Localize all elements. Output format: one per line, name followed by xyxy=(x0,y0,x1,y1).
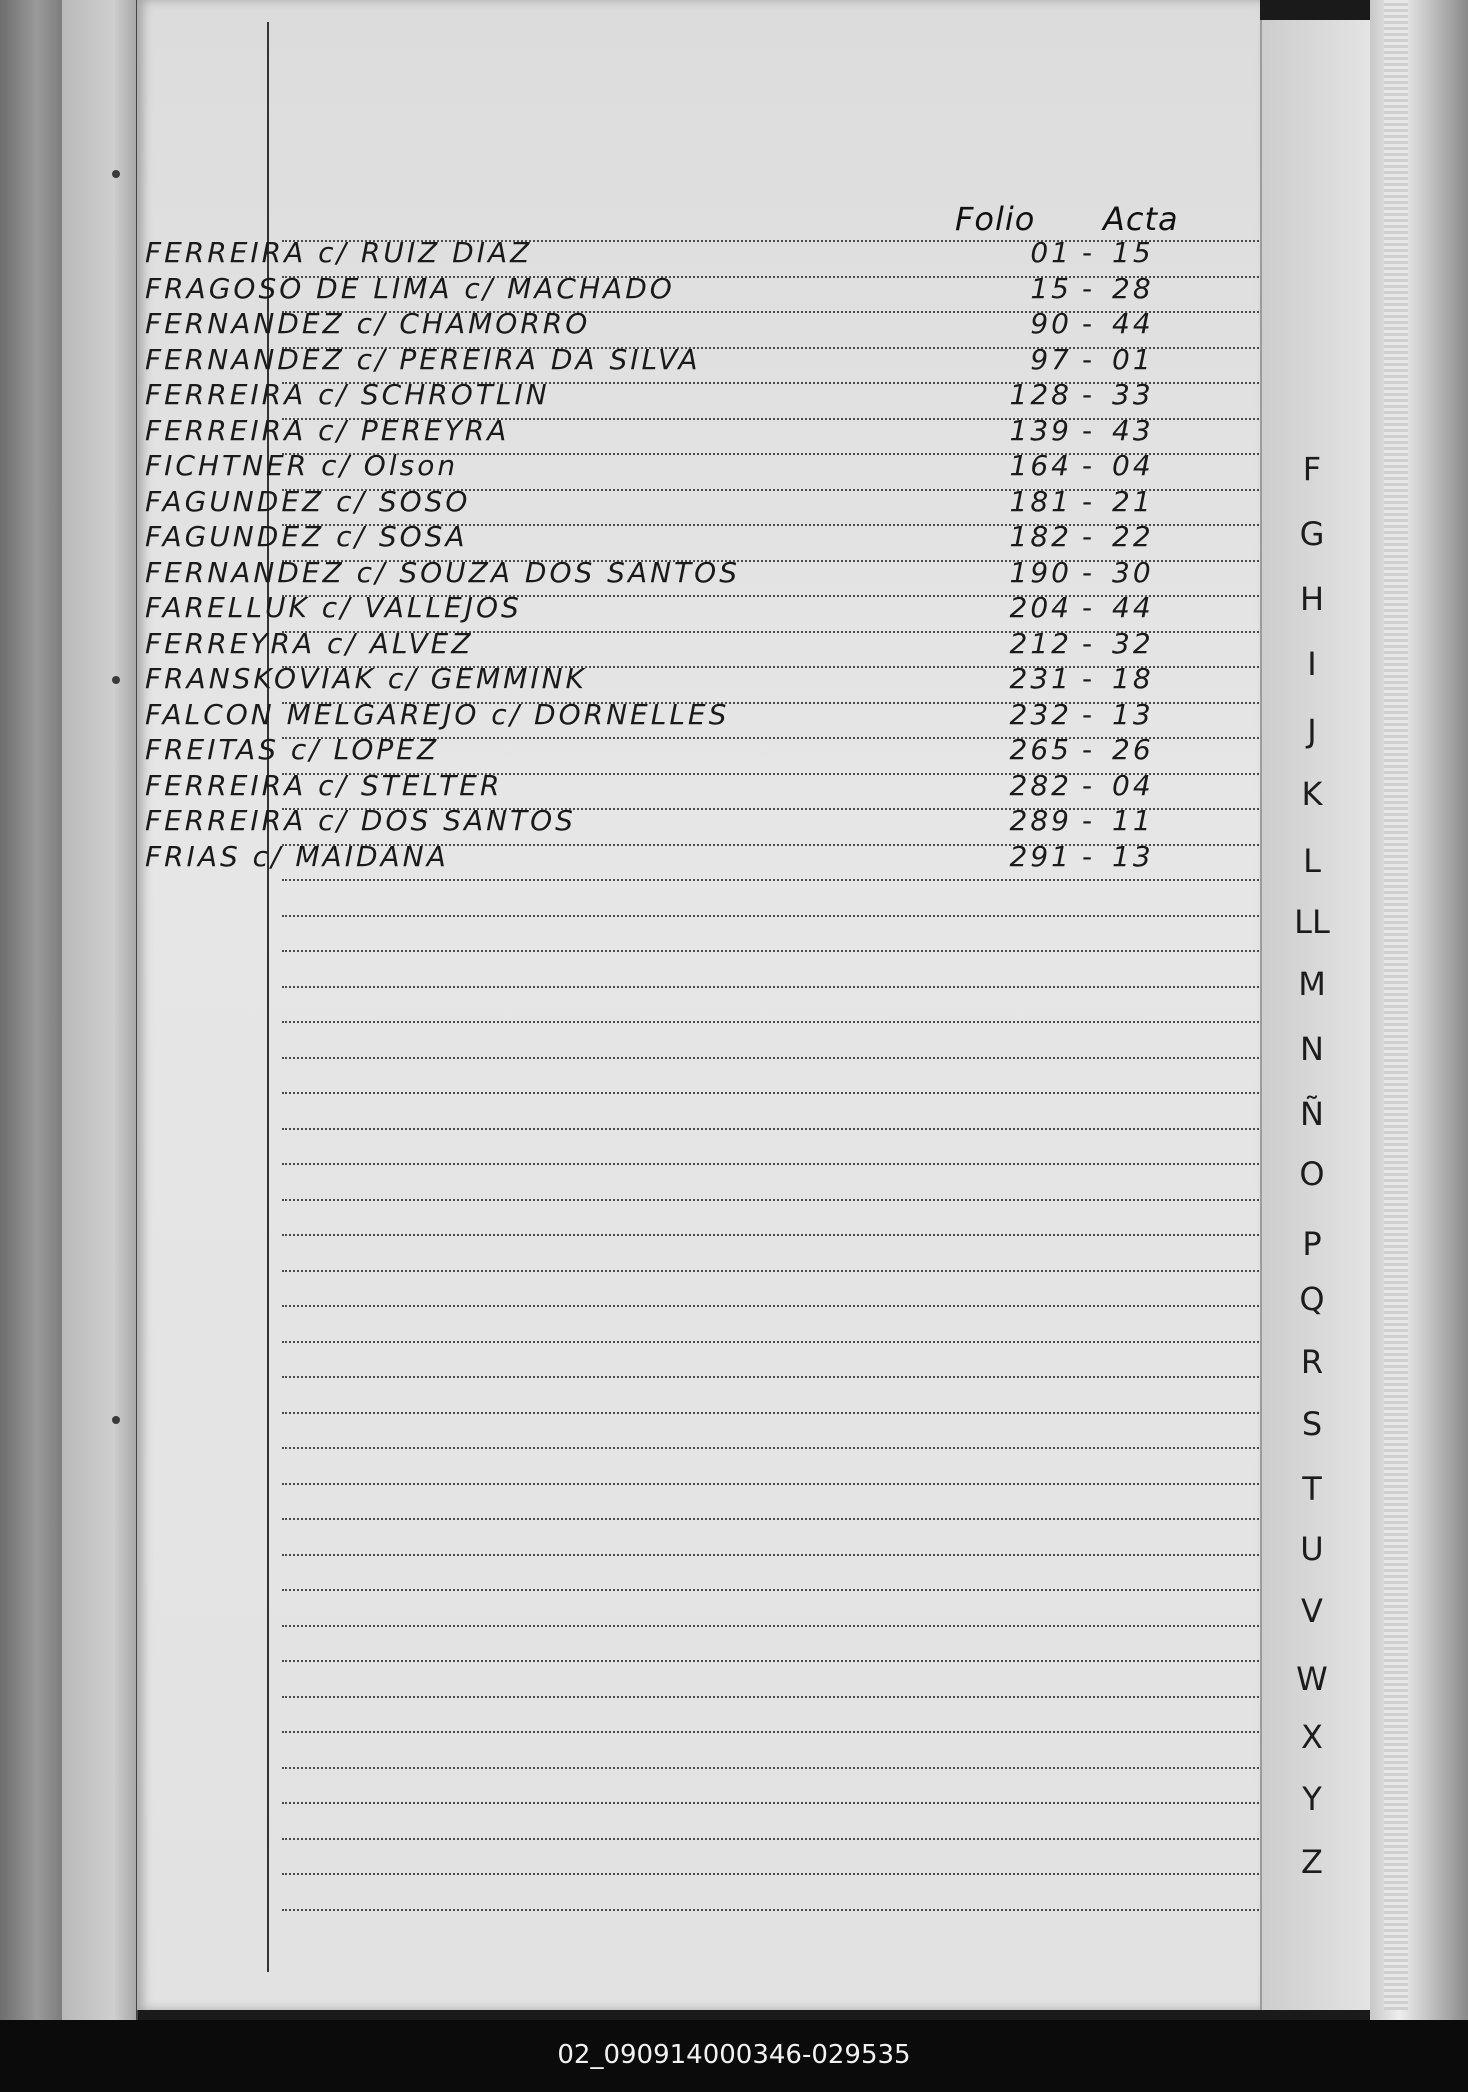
entry-name: FAGUNDEZ c/ SOSO xyxy=(145,484,471,518)
entry-acta: 22 xyxy=(1112,520,1154,553)
entry-acta: 33 xyxy=(1112,378,1154,411)
ruled-line xyxy=(282,1376,1395,1378)
entry-folio: 182 xyxy=(1009,520,1072,553)
ruled-line xyxy=(282,1163,1395,1165)
entry-folio: 128 xyxy=(1009,378,1072,411)
entry-separator: - xyxy=(1082,591,1093,624)
left-cover-board xyxy=(0,0,62,2020)
entry-row xyxy=(137,520,1260,556)
entry-acta: 44 xyxy=(1112,591,1154,624)
entry-name: FERNANDEZ c/ PEREIRA DA SILVA xyxy=(145,342,701,376)
entry-row xyxy=(137,556,1260,592)
entry-name: FERREIRA c/ STELTER xyxy=(145,768,503,802)
binding-hole xyxy=(112,1416,120,1424)
entry-folio: 15 xyxy=(1030,271,1072,305)
entry-folio: 181 xyxy=(1009,484,1072,518)
entry-acta: 13 xyxy=(1112,839,1154,873)
ruled-line xyxy=(282,1909,1395,1911)
index-tab-5[interactable]: J xyxy=(1307,712,1317,750)
ruled-line xyxy=(282,1021,1395,1023)
entry-separator: - xyxy=(1082,342,1093,376)
ruled-line xyxy=(282,1554,1395,1556)
ruled-line xyxy=(282,1234,1395,1236)
ruled-line xyxy=(282,950,1395,952)
entry-name: FERREIRA c/ DOS SANTOS xyxy=(145,804,576,837)
entry-folio: 232 xyxy=(1009,697,1072,731)
index-tab-11[interactable]: Ñ xyxy=(1300,1095,1324,1133)
entry-name: FALCON MELGAREJO c/ DORNELLES xyxy=(145,697,730,731)
ruled-line xyxy=(282,1873,1395,1875)
ruled-line xyxy=(282,1696,1395,1698)
entry-folio: 190 xyxy=(1009,555,1072,589)
entry-row xyxy=(137,662,1260,698)
index-tab-12[interactable]: O xyxy=(1299,1155,1325,1193)
index-tab-9[interactable]: M xyxy=(1298,965,1326,1003)
index-tab-4[interactable]: I xyxy=(1307,645,1317,683)
entry-separator: - xyxy=(1082,307,1093,340)
entry-name: FARELLUK c/ VALLEJOS xyxy=(145,591,522,624)
entry-separator: - xyxy=(1082,520,1093,553)
entry-acta: 11 xyxy=(1112,804,1154,837)
ruled-line xyxy=(282,1270,1395,1272)
image-caption: 02_090914000346-029535 xyxy=(557,2040,911,2070)
entry-name: FERREIRA c/ RUIZ DIAZ xyxy=(145,236,533,269)
entry-row xyxy=(137,627,1260,663)
index-tab-2[interactable]: G xyxy=(1299,515,1325,553)
ruled-line xyxy=(282,879,1395,881)
index-tab-20[interactable]: W xyxy=(1296,1660,1328,1698)
entry-folio: 204 xyxy=(1009,591,1072,624)
ruled-line xyxy=(282,915,1395,917)
ruled-line xyxy=(282,986,1395,988)
ruled-line xyxy=(282,1057,1395,1059)
index-tab-23[interactable]: Z xyxy=(1301,1843,1323,1881)
entry-folio: 291 xyxy=(1009,839,1072,873)
entry-acta: 13 xyxy=(1112,697,1154,731)
entry-acta: 43 xyxy=(1112,413,1154,447)
entry-folio: 289 xyxy=(1009,804,1072,837)
entry-row xyxy=(137,449,1260,485)
index-tab-3[interactable]: H xyxy=(1299,580,1325,618)
ruled-line xyxy=(282,1731,1395,1733)
entry-folio: 164 xyxy=(1009,449,1072,482)
entry-separator: - xyxy=(1082,449,1093,482)
ruled-line xyxy=(282,1660,1395,1662)
entry-folio: 139 xyxy=(1009,413,1072,447)
entry-row xyxy=(137,272,1260,308)
entry-row xyxy=(137,307,1260,343)
entry-row xyxy=(137,414,1260,450)
binding-hole xyxy=(112,170,120,178)
ruled-line xyxy=(282,1483,1395,1485)
entry-folio: 97 xyxy=(1030,342,1072,376)
entry-acta: 26 xyxy=(1112,733,1154,766)
ruled-line xyxy=(282,1802,1395,1804)
entry-acta: 21 xyxy=(1112,484,1154,518)
entry-name: FERNANDEZ c/ SOUZA DOS SANTOS xyxy=(145,555,740,589)
entry-acta: 18 xyxy=(1112,662,1154,695)
entry-separator: - xyxy=(1082,271,1093,305)
entry-row xyxy=(137,733,1260,769)
entry-folio: 282 xyxy=(1009,768,1072,802)
index-tab-17[interactable]: T xyxy=(1302,1470,1322,1508)
entry-acta: 30 xyxy=(1112,555,1154,589)
entry-acta: 15 xyxy=(1112,236,1154,269)
index-tab-15[interactable]: R xyxy=(1300,1343,1324,1381)
binding-hole xyxy=(112,676,120,684)
index-tab-21[interactable]: X xyxy=(1301,1718,1323,1756)
acta-header: Acta xyxy=(1103,200,1179,238)
entry-row xyxy=(137,840,1260,876)
entry-separator: - xyxy=(1082,626,1093,660)
entry-folio: 265 xyxy=(1009,733,1072,766)
entry-name: FAGUNDEZ c/ SOSA xyxy=(145,520,468,553)
spine-strip xyxy=(1384,0,1408,2010)
ruled-line xyxy=(282,1128,1395,1130)
entry-name: FERREIRA c/ SCHROTLIN xyxy=(145,378,550,411)
entry-acta: 04 xyxy=(1112,449,1154,482)
ruled-line xyxy=(282,1589,1395,1591)
index-tab-13[interactable]: P xyxy=(1302,1225,1322,1263)
index-tab-1[interactable]: F xyxy=(1302,450,1322,488)
entry-separator: - xyxy=(1082,697,1093,731)
entry-folio: 231 xyxy=(1009,662,1072,695)
index-tab-18[interactable]: U xyxy=(1300,1530,1324,1568)
entry-folio: 01 xyxy=(1030,236,1072,269)
index-tab-14[interactable]: Q xyxy=(1299,1280,1325,1318)
entry-acta: 28 xyxy=(1112,271,1154,305)
entry-row xyxy=(137,485,1260,521)
entry-separator: - xyxy=(1082,378,1093,411)
index-tab-10[interactable]: N xyxy=(1300,1030,1324,1068)
ruled-line xyxy=(282,1305,1395,1307)
left-page-edge xyxy=(62,0,138,2020)
entry-name: FERREIRA c/ PEREYRA xyxy=(145,413,510,447)
ruled-line xyxy=(282,1518,1395,1520)
folio-header: Folio xyxy=(955,200,1036,238)
entry-separator: - xyxy=(1082,555,1093,589)
entry-separator: - xyxy=(1082,236,1093,269)
entry-row xyxy=(137,591,1260,627)
index-tab-22[interactable]: Y xyxy=(1302,1780,1322,1818)
entry-row xyxy=(137,343,1260,379)
entry-separator: - xyxy=(1082,839,1093,873)
entry-separator: - xyxy=(1082,804,1093,837)
ruled-line xyxy=(282,1341,1395,1343)
entry-folio: 212 xyxy=(1009,626,1072,660)
ruled-line xyxy=(282,1092,1395,1094)
entry-row xyxy=(137,378,1260,414)
entry-row xyxy=(137,236,1260,272)
entry-name: FRAGOSO DE LIMA c/ MACHADO xyxy=(145,271,675,305)
entry-row xyxy=(137,698,1260,734)
ruled-line xyxy=(282,1767,1395,1769)
entry-row xyxy=(137,804,1260,840)
entry-acta: 01 xyxy=(1112,342,1154,376)
entry-name: FICHTNER c/ Olson xyxy=(145,449,459,482)
index-tab-8[interactable]: LL xyxy=(1294,903,1330,941)
entry-name: FERREYRA c/ ALVEZ xyxy=(145,626,474,660)
index-tab-6[interactable]: K xyxy=(1301,775,1323,813)
entry-folio: 90 xyxy=(1030,307,1072,340)
index-tab-16[interactable]: S xyxy=(1301,1405,1323,1443)
index-tab-19[interactable]: V xyxy=(1301,1592,1323,1630)
entry-separator: - xyxy=(1082,413,1093,447)
ruled-line xyxy=(282,1412,1395,1414)
alphabet-index-tabs xyxy=(1260,20,1372,2010)
index-tab-7[interactable]: L xyxy=(1303,842,1321,880)
ledger-page xyxy=(137,0,1260,2010)
entry-acta: 04 xyxy=(1112,768,1154,802)
entry-acta: 44 xyxy=(1112,307,1154,340)
entry-name: FREITAS c/ LOPEZ xyxy=(145,733,440,766)
entry-name: FERNANDEZ c/ CHAMORRO xyxy=(145,307,591,340)
entry-separator: - xyxy=(1082,733,1093,766)
entry-separator: - xyxy=(1082,768,1093,802)
entry-separator: - xyxy=(1082,662,1093,695)
entry-acta: 32 xyxy=(1112,626,1154,660)
ruled-line xyxy=(282,1447,1395,1449)
entry-name: FRANSKOVIAK c/ GEMMINK xyxy=(145,662,587,695)
entry-separator: - xyxy=(1082,484,1093,518)
ruled-line xyxy=(282,1199,1395,1201)
entry-name: FRIAS c/ MAIDANA xyxy=(145,839,449,873)
entry-row xyxy=(137,769,1260,805)
ruled-line xyxy=(282,1838,1395,1840)
ruled-line xyxy=(282,1625,1395,1627)
